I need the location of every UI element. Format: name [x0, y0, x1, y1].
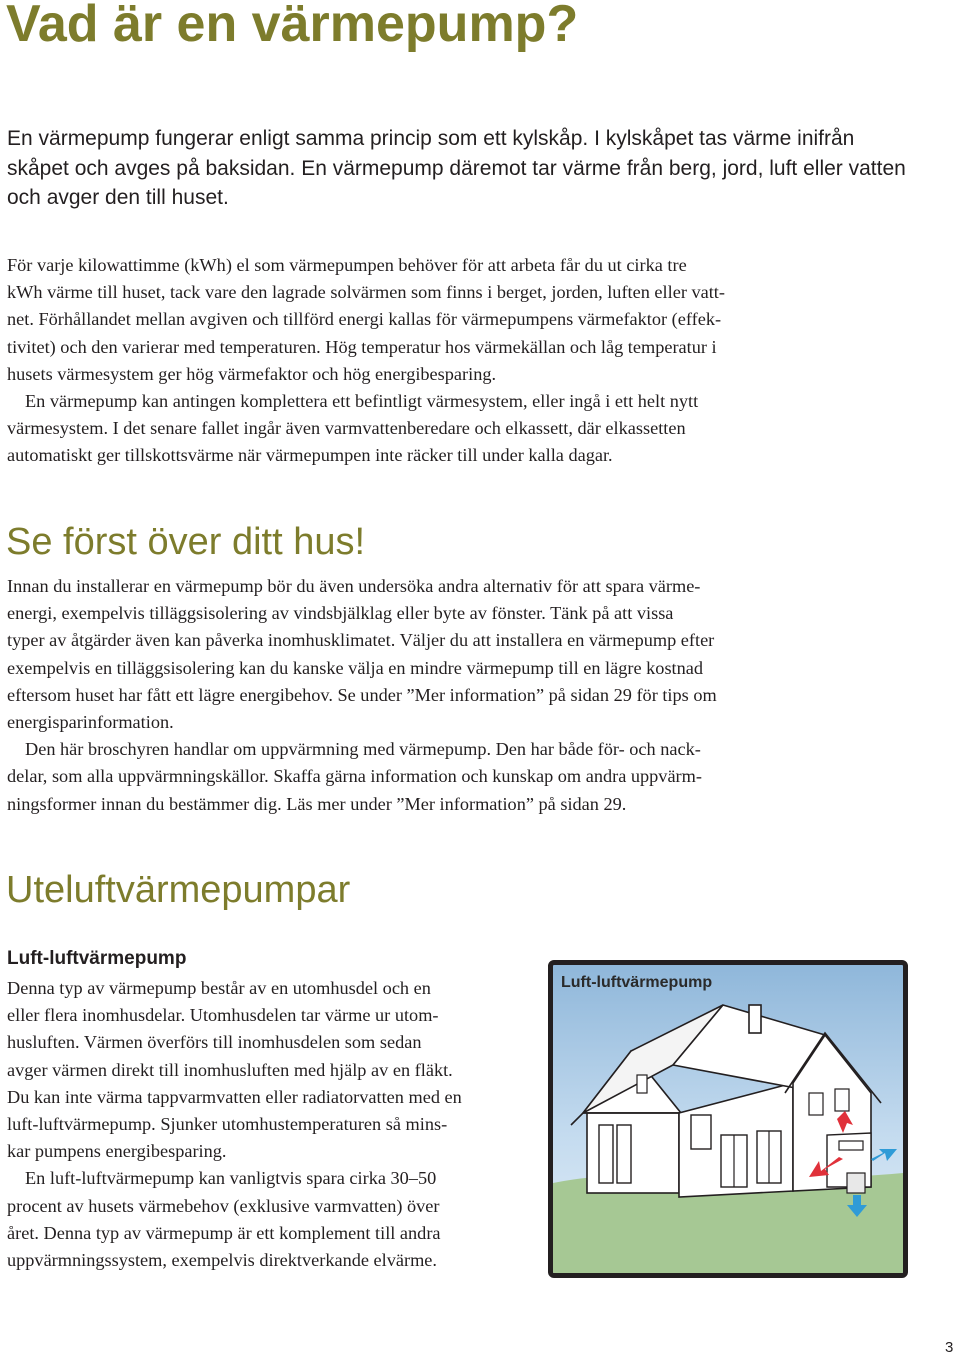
subheading-air-air-heat-pump: Luft-luftvärmepump	[7, 948, 187, 969]
window	[691, 1115, 711, 1149]
text-line: eftersom huset har fått ett lägre energibehov. Se under ”Mer information” på sidan 29 för tips om	[7, 684, 717, 705]
lead-line: En värmepump fungerar enligt samma princip som ett kylskåp. I kylskåpet tas värme	[7, 127, 792, 150]
text-line: automatiskt ger tillskottsvärme när värmepumpen inte räcker till under kalla dagar.	[7, 445, 613, 466]
text-line: typer av åtgärder även kan påverka inomhusklimatet. Väljer du att installera en värmepump efter	[7, 630, 715, 651]
gable-window	[637, 1075, 647, 1093]
cold-air-arrow	[871, 1149, 897, 1161]
text-line: För varje kilowattimme (kWh) el som värmepumpen behöver för att arbeta får du ut cirka tre	[7, 255, 687, 275]
window	[599, 1125, 613, 1183]
text-line: kar pumpens energibesparing.	[7, 1141, 227, 1162]
page-number: 3	[945, 1339, 954, 1356]
lead-line: inifrån skåpet och avges på baksidan. En värmepump däremot tar värme från berg,	[7, 127, 855, 180]
text-line: Denna typ av värmepump består av en utomhusdel och en	[7, 978, 431, 998]
text-line: luft-luftvärmepump. Sjunker utomhustemperaturen så mins-	[7, 1114, 448, 1135]
section1-paragraph	[7, 573, 717, 736]
text-line: net. Förhållandet mellan avgiven och tillförd energi kallas för värmepumpens värmefaktor (effek-	[7, 309, 722, 330]
section-heading-outdoor-air: Uteluftvärmepumpar	[6, 869, 351, 911]
text-line: exempelvis en tilläggsisolering kan du kanske välja en mindre värmepump till en lägre kostnad	[7, 657, 704, 678]
section1-text	[7, 573, 717, 818]
page-title: Vad är en värmepump?	[6, 0, 579, 53]
gable-window	[809, 1093, 823, 1115]
text-line: Du kan inte värma tappvarmvatten eller radiatorvatten med en	[7, 1086, 462, 1107]
intro-paragraph	[7, 388, 725, 470]
text-line: tivitet) och den varierar med temperaturen. Hög temperatur hos värmekällan och låg temperatur i	[7, 336, 717, 357]
text-line: energi, exempelvis tilläggsisolering av vindsbjälklag eller byte av fönster. Tänk på att vissa	[7, 603, 674, 624]
text-line: Den här broschyren handlar om uppvärmning med värmepump. Den har både för- och nack-	[25, 739, 701, 760]
text-line: uppvärmningssystem, exempelvis direktverkande elvärme.	[7, 1250, 437, 1271]
text-line: ningsformer innan du bestämmer dig. Läs mer under ”Mer information” på sidan 29.	[7, 793, 627, 814]
section2-text	[7, 975, 462, 1274]
text-line: energisparinformation.	[7, 712, 174, 733]
section2-paragraph	[7, 975, 462, 1165]
window	[617, 1125, 631, 1183]
lead-line: jord, luft eller vatten och avger den till huset.	[7, 156, 906, 209]
text-line: Innan du installerar en värmepump bör du även undersöka andra alternativ för att spara värme-	[7, 576, 701, 596]
text-line: En luft-luftvärmepump kan vanligtvis spara cirka 30–50	[25, 1168, 437, 1189]
indoor-unit	[839, 1141, 863, 1150]
intro-text	[7, 252, 725, 470]
text-line: En värmepump kan antingen komplettera ett befintligt värmesystem, eller ingå i ett helt nytt	[25, 391, 699, 412]
section1-paragraph	[7, 736, 717, 818]
text-line: avger värmen direkt till inomhusluften med hjälp av en fläkt.	[7, 1059, 453, 1080]
text-line: värmesystem. I det senare fallet ingår även varmvattenberedare och elkassett, där elkassetten	[7, 418, 686, 439]
intro-paragraph	[7, 252, 725, 388]
section-heading-check-house: Se först över ditt hus!	[6, 521, 366, 563]
text-line: husets värmesystem ger hög värmefaktor och hög energibesparing.	[7, 363, 497, 384]
heat-pump-illustration	[548, 960, 908, 1278]
figure-label: Luft-luftvärmepump	[561, 974, 713, 991]
section2-paragraph	[7, 1165, 462, 1274]
house-illustration	[553, 965, 903, 1273]
text-line: procent av husets värmebehov (exklusive varmvatten) över	[7, 1195, 440, 1216]
lead-paragraph	[7, 124, 907, 213]
text-line: husluften. Värmen överförs till inomhusdelen som sedan	[7, 1032, 422, 1053]
text-line: året. Denna typ av värmepump är ett komplement till andra	[7, 1222, 441, 1243]
outdoor-unit	[847, 1173, 865, 1193]
text-line: eller flera inomhusdelar. Utomhusdelen tar värme ur utom-	[7, 1005, 439, 1026]
chimney	[749, 1005, 761, 1033]
gable-window	[835, 1089, 849, 1111]
text-line: delar, som alla uppvärmningskällor. Skaffa gärna information och kunskap om andra uppvärm-	[7, 766, 702, 787]
text-line: kWh värme till huset, tack vare den lagrade solvärmen som finns i berget, jorden, luften eller vatt-	[7, 282, 725, 303]
